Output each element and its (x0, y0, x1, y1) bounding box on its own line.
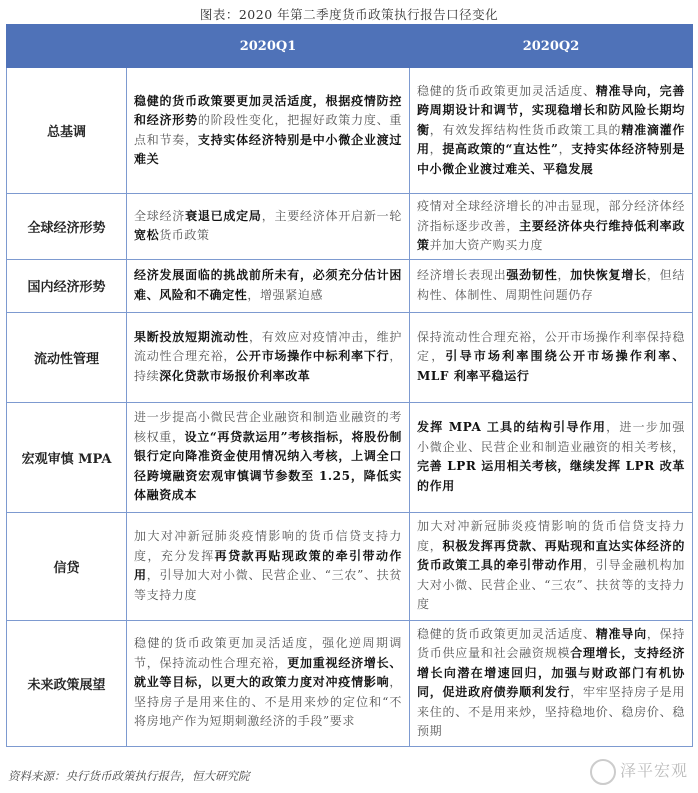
text-segment: 保持流动性合理充裕，公开市场操作利率保持稳定， (417, 329, 685, 364)
table-row (7, 68, 693, 194)
cell-q2 (410, 620, 693, 746)
table-row (7, 402, 693, 512)
bold-segment: 精准滴灌作用 (417, 122, 685, 157)
text-segment: 全球经济 (134, 208, 186, 223)
text-segment: 经济增长表现出 (417, 268, 507, 282)
text-segment: ， (429, 142, 443, 157)
row-label: 信贷 (7, 512, 127, 620)
bold-segment: 精准导向 (595, 626, 647, 641)
header-2020q1: 2020Q1 (127, 25, 410, 68)
bold-segment: 果断投放短期流动性 (134, 329, 249, 344)
text-segment: ， (557, 268, 571, 282)
text-segment: 稳健的货币政策更加灵活适度、 (417, 626, 596, 641)
bold-segment: 加快恢复增长 (570, 268, 647, 282)
cell-q2 (410, 512, 693, 620)
text-segment: 稳健的货币政策更加灵活适度，强化逆周期调节，保持流动性合理充裕， (134, 636, 402, 670)
page-title: 图表：2020 年第二季度货币政策执行报告口径变化 (199, 7, 499, 22)
text-segment: ，有效发挥结构性货币政策工具的 (429, 122, 622, 137)
text-segment: ，保持货币供应量和社会融资规模 (417, 626, 685, 660)
text-segment: 加大对冲新冠肺炎疫情影响的货币信贷支持力度， (417, 519, 685, 553)
cell-q1 (127, 512, 410, 620)
cell-q1 (127, 194, 410, 260)
text-segment: ，引导加大对小微、民营企业、“三农”、扶贫等支持力度 (134, 568, 403, 602)
text-segment: ，但结构性、体制性、周期性问题仍存 (417, 268, 685, 302)
bold-segment: 设立“再贷款运用”考核指标，将股份制银行定向降准资金使用情况纳入考核，上调全口径跨境融资宏观审慎调节参数至 1.25，降低实体融资成本 (134, 429, 402, 503)
bold-segment: 衰退已成定局 (185, 208, 262, 223)
bold-segment: 经济发展面临的挑战前所未有，必须充分估计困难、风险和不确定性 (134, 268, 402, 302)
table-row (7, 312, 693, 402)
bold-segment: 公开市场操作中标利率下行 (236, 349, 390, 364)
table-row (7, 259, 693, 312)
text-segment: 并加大资产购买力度 (429, 238, 544, 252)
comparison-table (6, 24, 693, 747)
row-label: 全球经济形势 (7, 194, 127, 260)
text-segment: ，进一步加强小微企业、民营企业和制造业融资的相关考核， (417, 420, 686, 454)
bold-segment: 提高政策的“直达性” (442, 142, 559, 157)
wechat-icon (590, 759, 616, 785)
bold-segment: 宽松 (134, 228, 160, 243)
table-row (7, 194, 693, 260)
bold-segment: 更加重视经济增长、就业等目标，以更大的政策力度对冲疫情影响 (134, 655, 403, 690)
table-header-row (7, 25, 693, 68)
bold-segment: 精准导向，完善跨周期设计和调节，实现稳增长和防风险长期均衡 (417, 83, 685, 137)
text-segment: ，有效应对疫情冲击，维护流动性合理充裕， (134, 329, 403, 364)
cell-q2 (410, 68, 693, 194)
row-label: 宏观审慎 MPA (7, 402, 127, 512)
bold-segment: 引导市场利率围绕公开市场操作利率、MLF 利率平稳运行 (417, 349, 686, 383)
row-label: 总基调 (7, 68, 127, 194)
cell-q1 (127, 259, 410, 312)
source-note: 资料来源：央行货币政策执行报告，恒大研究院 (8, 769, 250, 783)
bold-segment: 强劲韧性 (506, 268, 558, 282)
watermark-text: 泽平宏观 (619, 761, 688, 780)
text-segment: 进一步提高小微民营企业融资和制造业融资的考核权重， (134, 410, 402, 444)
row-label: 流动性管理 (7, 312, 127, 402)
bold-segment: 稳健的货币政策要更加灵活适度，根据疫情防控和经济形势 (134, 93, 402, 127)
cell-q2 (410, 402, 693, 512)
bold-segment: 主要经济体央行维持低利率政策 (417, 218, 685, 252)
cell-q1 (127, 68, 410, 194)
cell-q2 (410, 312, 693, 402)
text-segment: ，增强紧迫感 (247, 287, 324, 302)
text-segment: 疫情对全球经济增长的冲击显现，部分经济体经济指标逐步改善， (417, 199, 685, 233)
text-segment: 稳健的货币政策更加灵活适度、 (417, 83, 596, 98)
cell-q1 (127, 312, 410, 402)
table-row (7, 620, 693, 746)
table-row (7, 512, 693, 620)
text-segment: ，主要经济体开启新一轮 (261, 208, 402, 223)
bold-segment: 再贷款再贴现政策的牵引带动作用 (134, 548, 402, 582)
bold-segment: 支持实体经济特别是中小微企业渡过难关 (134, 132, 402, 166)
cell-q2 (410, 194, 693, 260)
cell-q2 (410, 259, 693, 312)
text-segment: ， (558, 142, 572, 157)
text-segment: 货币政策 (159, 228, 210, 243)
bold-segment: 完善 LPR 运用相关考核，继续发挥 LPR 改革的作用 (417, 459, 685, 493)
bold-segment: 积极发挥再贷款、再贴现和直达实体经济的货币政策工具的牵引带动作用 (417, 538, 686, 573)
bold-segment: 合理增长，支持经济增长向潜在增速回归，加强与财政部门有机协同，促进政府债券顺利发行 (417, 646, 686, 699)
cell-q1 (127, 620, 410, 746)
row-label: 国内经济形势 (7, 259, 127, 312)
cell-q1 (127, 402, 410, 512)
bold-segment: 发挥 MPA 工具的结构引导作用 (417, 420, 607, 434)
text-segment: 的阶段性变化，把握好政策力度、重点和节奏， (134, 113, 402, 147)
text-segment: ，坚持房子是用来住的、不是用来炒的定位和“不将房地产作为短期刺激经济的手段”要求 (134, 675, 402, 729)
row-label: 未来政策展望 (7, 620, 127, 746)
text-segment: ，牢牢坚持房子是用来住的、不是用来炒，坚持稳地价、稳房价、稳预期 (417, 685, 686, 738)
bold-segment: 支持实体经济特别是中小微企业渡过难关、平稳发展 (417, 142, 685, 176)
watermark (590, 758, 688, 785)
header-2020q2: 2020Q2 (410, 25, 693, 68)
header-blank (7, 25, 127, 68)
text-segment: 加大对冲新冠肺炎疫情影响的货币信贷支持力度，充分发挥 (134, 529, 402, 563)
bold-segment: 深化贷款市场报价利率改革 (159, 368, 311, 383)
text-segment: ，持续 (134, 349, 402, 383)
text-segment: ，引导金融机构加大对小微、民营企业、“三农”、扶贫等的支持力度 (417, 558, 685, 612)
